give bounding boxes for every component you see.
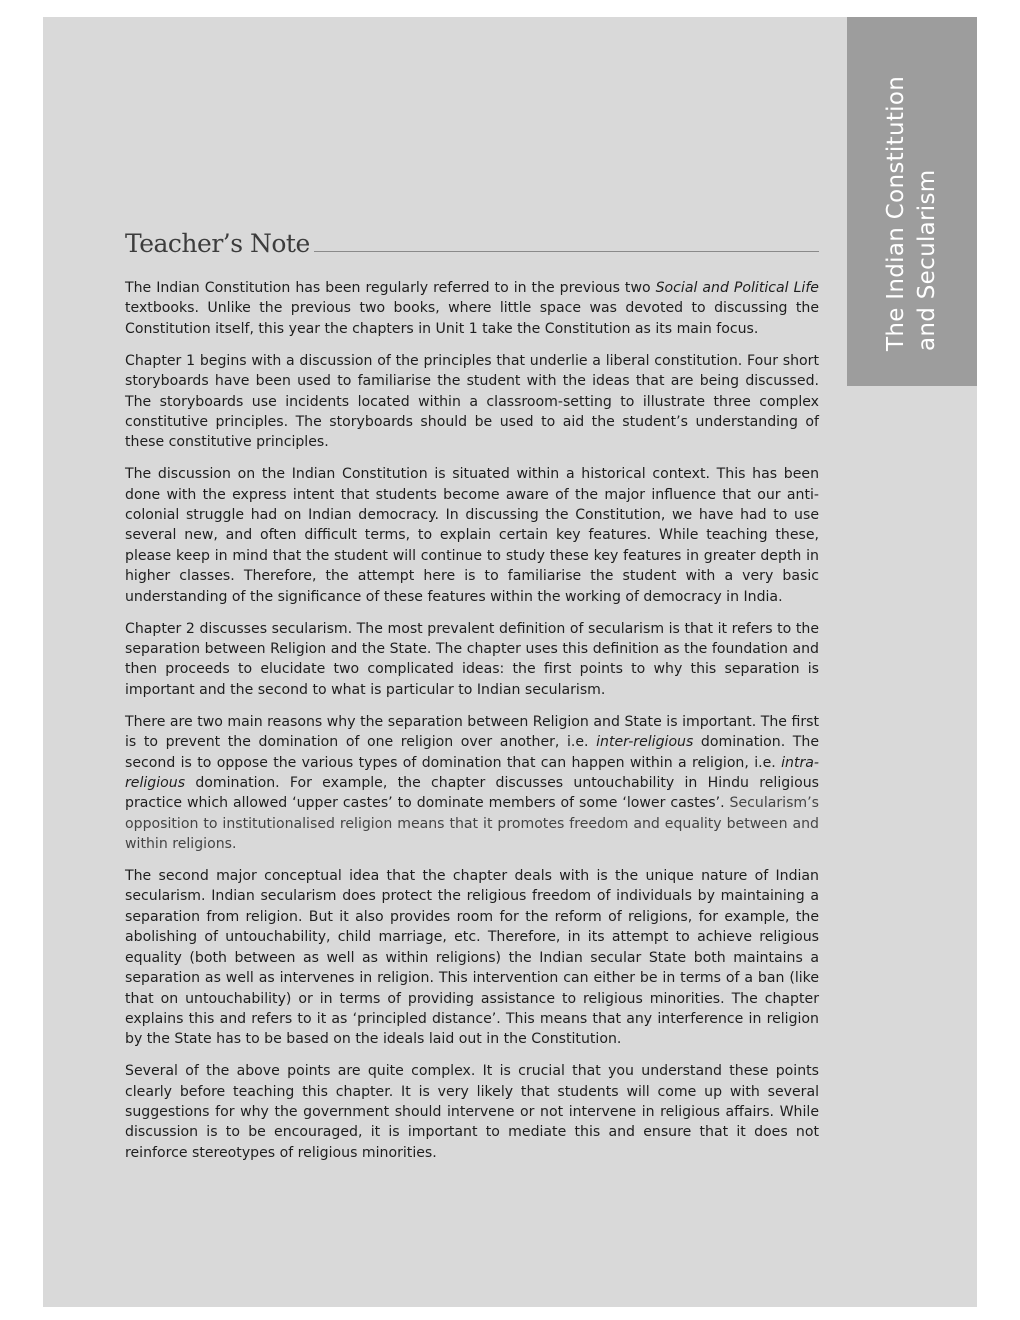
page-title: Teacher’s Note <box>125 229 310 258</box>
paragraph-text: domination. For example, the chapter discusses untouchability in Hindu religious practice which allowed ‘upper castes’ to dominate members of some ‘lower castes’. <box>125 774 819 812</box>
paragraph-text: The second major conceptual idea that the chapter deals with is the unique nature of Indian secularism. Indian secularism does protect the religious freedom of individuals by maintaining a separation from religion. But it also provides room for the reform of religions, for example, the abolishing of untouchability, child marriage, etc. Therefore, in its attempt to achieve religious equality (both between as well as within religions) the Indian secular State both maintains a separation as well as intervenes in religion. This intervention can either be in terms of a ban (like that on untouchability) or in terms of providing assistance to religious minorities. The chapter explains this and refers to it as ‘principled distance’. This means that any interference in religion by the State has to be based on the ideals laid out in the Constitution. <box>125 868 819 1048</box>
paragraph-text: domination. The second is to oppose the various types of domination that can happen within a religion, i.e. <box>125 734 819 771</box>
emphasis-text: intra-religious <box>125 754 819 791</box>
paragraph-text: Several of the above points are quite complex. It is crucial that you understand these points clearly before teaching this chapter. It is very likely that students will come up with several suggestions for why the government should intervene or not intervene in religious affairs. While discussion is to be encouraged, it is important to mediate this and ensure that it does not reinforce stereotypes of religious minorities. <box>125 1063 819 1161</box>
paragraph-text: There are two main reasons why the separation between Religion and State is important. The first is to prevent the domination of one religion over another, i.e. <box>125 713 819 751</box>
paragraph-text: Secularism’s opposition to institutionalised religion means that it promotes freedom and equality between and within religions. <box>125 795 819 853</box>
emphasis-text: Social and Political Life <box>655 280 819 296</box>
body-paragraph <box>125 866 819 1050</box>
body-paragraph <box>125 619 819 701</box>
paragraph-text: The discussion on the Indian Constitution is situated within a historical context. This has been done with the express intent that students become aware of the major influence that our anti-colonial struggle had on Indian democracy. In discussing the Constitution, we have had to use several new, and often difficult terms, to explain certain key features. While teaching these, please keep in mind that the student will continue to study these key features in greater depth in higher classes. Therefore, the attempt here is to familiarise the student with a very basic understanding of the significance of these features within the working of democracy in India. <box>125 466 819 605</box>
body-paragraph <box>125 278 819 339</box>
paragraph-text: textbooks. Unlike the previous two books, where little space was devoted to discussing the Constitution itself, this year the chapters in Unit 1 take the Constitution as its main focus. <box>125 300 819 337</box>
paragraph-text: Chapter 2 discusses secularism. The most prevalent definition of secularism is that it refers to the separation between Religion and the State. The chapter uses this definition as the foundation and then proceeds to elucidate two complicated ideas: the first points to why this separation is important and the second to what is particular to Indian secularism. <box>125 620 819 698</box>
teachers-note-header <box>125 225 819 259</box>
body-paragraph <box>125 1061 819 1163</box>
body-paragraph <box>125 712 819 855</box>
paragraph-text: The Indian Constitution has been regularly referred to in the previous two <box>125 280 656 296</box>
body-paragraph <box>125 464 819 607</box>
chapter-side-tab <box>847 17 977 386</box>
paragraph-text: Chapter 1 begins with a discussion of the principles that underlie a liberal constitution. Four short storyboards have been used to familiarise the student with the ideas that are being discussed. The storyboards use incidents located within a classroom-setting to illustrate three complex constitutive principles. The storyboards should be used to aid the student’s understanding of these constitutive principles. <box>125 352 819 451</box>
body-paragraph <box>125 351 819 453</box>
emphasis-text: inter-religious <box>596 734 694 751</box>
side-tab-line-2: and Secularism <box>914 169 940 351</box>
side-tab-line-1: The Indian Constitution <box>883 75 909 351</box>
teachers-note-body <box>125 278 819 1175</box>
chapter-side-tab-title <box>881 51 943 351</box>
heading-rule <box>314 251 819 252</box>
